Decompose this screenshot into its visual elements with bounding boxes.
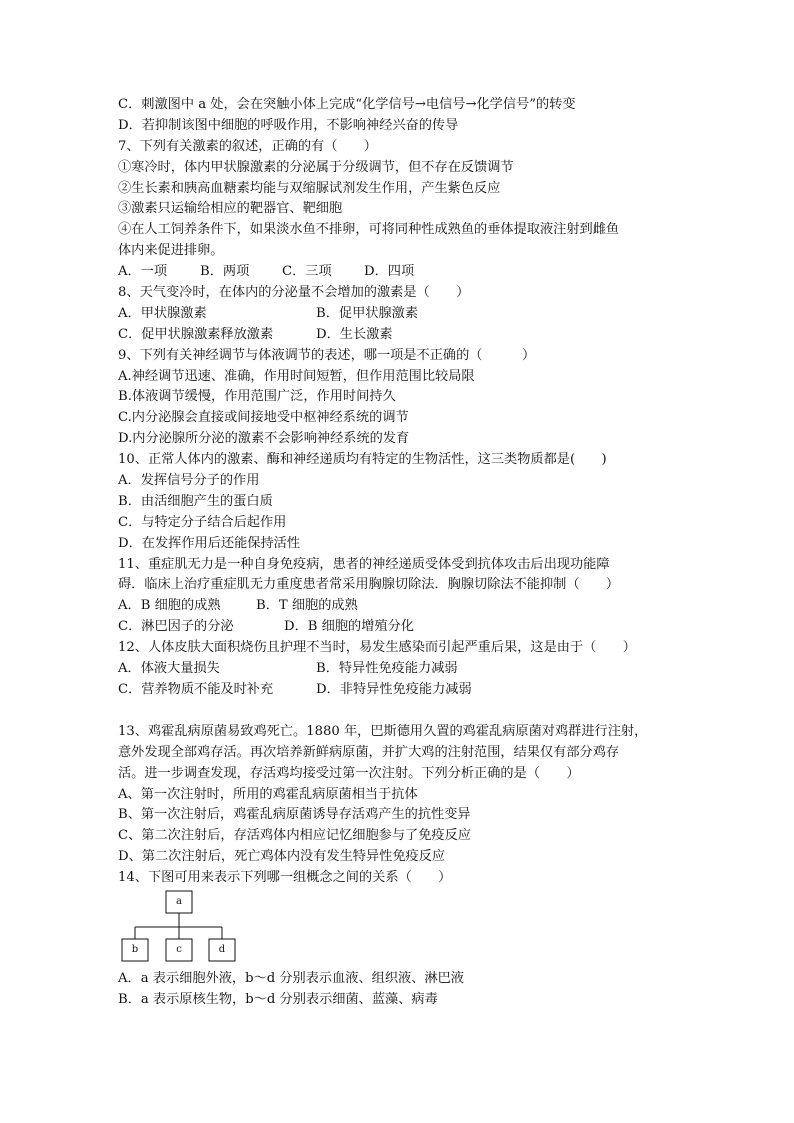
q8-options-row-1 — [118, 304, 688, 325]
q7-option-c: C．三项 — [282, 264, 332, 280]
node-c-label: c — [176, 943, 182, 955]
q6-option-c: C．刺激图中 a 处，会在突触小体上完成“化学信号→电信号→化学信号”的转变 — [118, 97, 576, 112]
q7-statement-2: ②生长素和胰高血糖素均能与双缩脲试剂发生作用，产生紫色反应 — [118, 180, 501, 196]
q12-option-c: C．营养物质不能及时补充 — [118, 681, 274, 697]
q12-stem: 12、人体皮肤大面积烧伤且护理不当时，易发生感染而引起严重后果，这是由于（ ） — [118, 640, 636, 656]
q7-statement-1: ①寒冷时，体内甲状腺激素的分泌属于分级调节，但不存在反馈调节 — [118, 159, 514, 175]
blank-line — [118, 701, 688, 722]
q14-stem: 14、下图可用来表示下列哪一组概念之间的关系（ ） — [118, 870, 452, 886]
q6-option-d: D．若抑制该图中细胞的呼吸作用，不影响神经兴奋的传导 — [118, 117, 459, 133]
q13-stem-line-1: 13、鸡霍乱病原菌易致鸡死亡。1880 年，巴斯德用久置的鸡霍乱病原菌对鸡群进行注射， — [118, 723, 648, 739]
q13-stem-line-3: 活。进一步调查发现，存活鸡均接受过第一次注射。下列分析正确的是（ ） — [118, 765, 580, 781]
q9-option-c: C.内分泌腺会直接或间接地受中枢神经系统的调节 — [118, 410, 409, 426]
q8-option-d: D．生长激素 — [316, 326, 393, 342]
q14-option-b: B．a 表示原核生物，b～d 分别表示细菌、蓝藻、病毒 — [118, 991, 438, 1007]
q12-options-row-2 — [118, 680, 688, 701]
node-a-label: a — [176, 895, 182, 907]
q10-option-b: B．由活细胞产生的蛋白质 — [118, 493, 273, 509]
q11-option-d: D．B 细胞的增殖分化 — [284, 619, 414, 635]
q11-options-row-1 — [118, 596, 688, 617]
q12-options-row-1 — [118, 659, 688, 680]
q7-option-a: A．一项 — [118, 264, 168, 280]
q8-option-c: C．促甲状腺激素释放激素 — [118, 326, 274, 342]
q7-option-d: D．四项 — [364, 264, 415, 280]
q11-option-a: A．B 细胞的成熟 — [118, 598, 221, 614]
q12-option-d: D．非特异性免疫能力减弱 — [316, 681, 472, 697]
question-column — [118, 95, 688, 1011]
q8-option-b: B．促甲状腺激素 — [316, 305, 419, 321]
q7-statement-4-cont: 体内来促进排卵。 — [118, 243, 224, 259]
q8-stem: 8、天气变冷时，在体内的分泌量不会增加的激素是（ ） — [118, 285, 470, 301]
q13-stem-line-2: 意外发现全部鸡存活。再次培养新鲜病原菌，并扩大鸡的注射范围，结果仅有部分鸡存 — [118, 744, 620, 760]
q11-option-b: B．T 细胞的成熟 — [256, 598, 358, 614]
q7-stem: 7、下列有关激素的叙述，正确的有（ ） — [118, 138, 377, 154]
q10-option-d: D．在发挥作用后还能保持活性 — [118, 535, 301, 551]
q11-stem-line-2: 碍．临床上治疗重症肌无力重度患者常采用胸腺切除法．胸腺切除法不能抑制（ ） — [118, 577, 620, 593]
q9-stem: 9、下列有关神经调节与体液调节的表述，哪一项是不正确的（ ） — [118, 347, 536, 363]
node-d-label: d — [218, 943, 226, 955]
q11-options-row-2 — [118, 617, 688, 638]
concept-tree-diagram — [118, 889, 688, 969]
q10-stem: 10、正常人体内的激素、酶和神经递质均有特定的生物活性，这三类物质都是( ) — [118, 452, 607, 468]
q13-option-c: C、第二次注射后，存活鸡体内相应记忆细胞参与了免疫反应 — [118, 828, 471, 844]
q10-option-a: A．发挥信号分子的作用 — [118, 473, 260, 489]
q9-option-a: A.神经调节迅速、准确，作用时间短暂，但作用范围比较局限 — [118, 368, 475, 384]
q7-options — [118, 262, 688, 283]
q13-option-a: A、第一次注射时，所用的鸡霍乱病原菌相当于抗体 — [118, 786, 418, 802]
q12-option-a: A．体液大量损失 — [118, 661, 220, 677]
q8-options-row-2 — [118, 325, 688, 346]
q9-option-d: D.内分泌腺所分泌的激素不会影响神经系统的发育 — [118, 431, 410, 447]
q7-statement-3: ③激素只运输给相应的靶器官、靶细胞 — [118, 201, 343, 217]
q13-option-b: B、第一次注射后，鸡霍乱病原菌诱导存活鸡产生的抗性变异 — [118, 807, 471, 823]
q13-option-d: D、第二次注射后，死亡鸡体内没有发生特异性免疫反应 — [118, 849, 446, 865]
concept-tree-svg — [118, 889, 318, 969]
q9-option-b: B.体液调节缓慢，作用范围广泛，作用时间持久 — [118, 389, 396, 405]
q11-option-c: C．淋巴因子的分泌 — [118, 619, 234, 635]
node-b-label: b — [131, 943, 139, 955]
q12-option-b: B．特异性免疫能力减弱 — [316, 661, 458, 677]
q10-option-c: C．与特定分子结合后起作用 — [118, 514, 287, 530]
q14-option-a: A．a 表示细胞外液，b～d 分别表示血液、组织液、淋巴液 — [118, 970, 464, 986]
q7-option-b: B．两项 — [200, 264, 250, 280]
q11-stem-line-1: 11、重症肌无力是一种自身免疫病，患者的神经递质受体受到抗体攻击后出现功能障 — [118, 556, 610, 572]
q7-statement-4: ④在人工饲养条件下，如果淡水鱼不排卵，可将同种性成熟鱼的垂体提取液注射到雌鱼 — [118, 222, 620, 238]
q8-option-a: A．甲状腺激素 — [118, 305, 207, 321]
